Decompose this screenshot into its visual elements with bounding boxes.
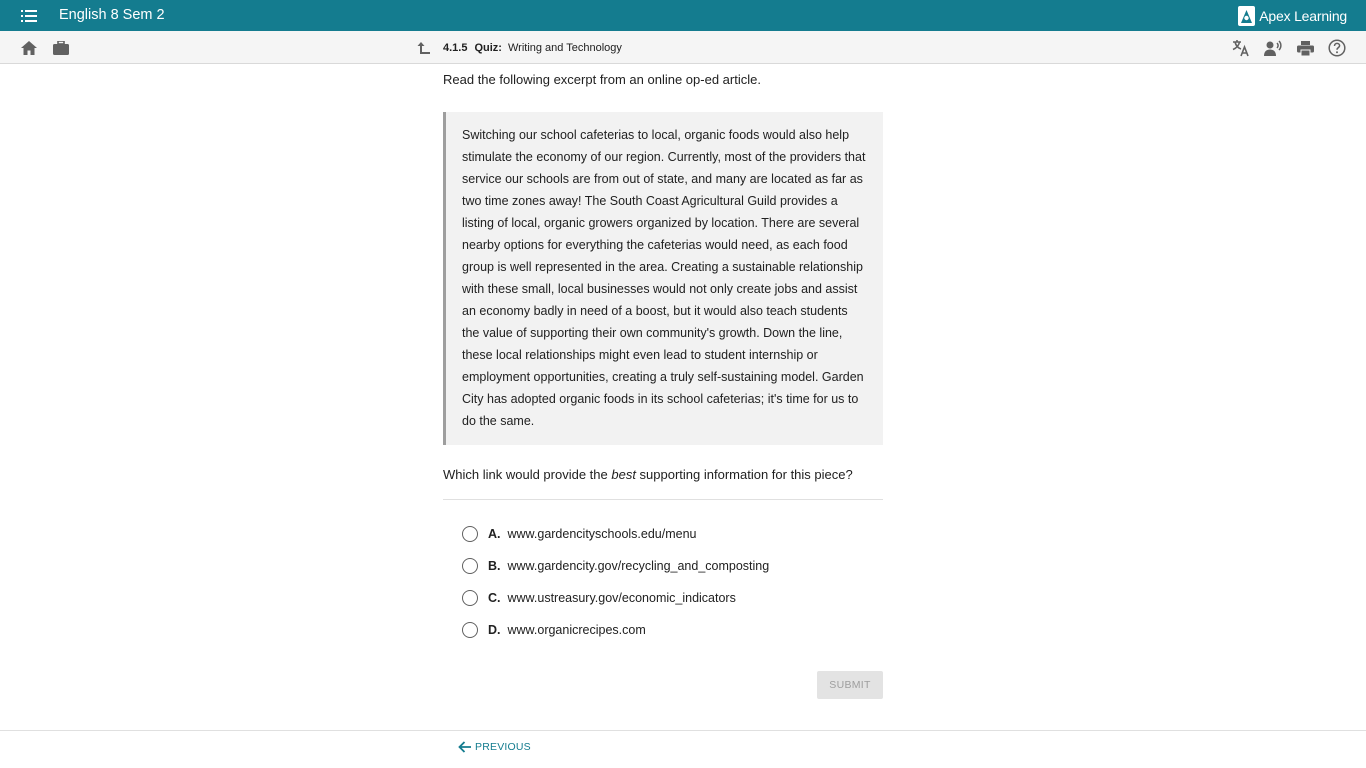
question-intro: Read the following excerpt from an online op-ed article. (443, 72, 761, 87)
translate-button[interactable] (1231, 38, 1251, 58)
option-letter: D. (488, 623, 501, 637)
text-to-speech-icon (1264, 40, 1282, 56)
radio-button[interactable] (462, 526, 478, 542)
help-button[interactable] (1327, 38, 1347, 58)
question-panel (443, 64, 883, 646)
activity-title: Writing and Technology (507, 42, 622, 54)
list-menu-icon (21, 10, 37, 22)
answer-options (443, 518, 883, 646)
divider (443, 499, 883, 500)
briefcase-icon (53, 41, 69, 55)
question-prompt-emphasis: best (611, 467, 636, 482)
translate-icon (1232, 39, 1250, 57)
top-bar (0, 0, 1366, 31)
answer-option-d[interactable] (462, 614, 883, 646)
previous-button[interactable] (458, 741, 531, 753)
answer-option-c[interactable] (462, 582, 883, 614)
option-text: www.organicrecipes.com (507, 623, 646, 637)
option-text: www.gardencityschools.edu/menu (507, 527, 697, 541)
radio-button[interactable] (462, 558, 478, 574)
home-icon (21, 41, 37, 55)
option-text: www.gardencity.gov/recycling_and_composting (507, 559, 770, 573)
brand-logo[interactable] (1238, 6, 1347, 26)
submit-row (443, 671, 883, 699)
footer-nav (0, 730, 1366, 768)
home-button[interactable] (19, 38, 39, 58)
radio-button[interactable] (462, 590, 478, 606)
answer-option-a[interactable] (462, 518, 883, 550)
option-letter: B. (488, 559, 501, 573)
submit-button[interactable]: SUBMIT (817, 671, 883, 699)
question-prompt-start: Which link would provide the (443, 467, 612, 482)
radio-button[interactable] (462, 622, 478, 638)
course-title: English 8 Sem 2 (59, 7, 165, 23)
menu-button[interactable] (18, 6, 40, 26)
breadcrumb (415, 38, 622, 58)
activity-kind: Quiz: (474, 42, 502, 54)
backpack-button[interactable] (51, 38, 71, 58)
read-aloud-button[interactable] (1263, 38, 1283, 58)
print-button[interactable] (1295, 38, 1315, 58)
answer-option-b[interactable] (462, 550, 883, 582)
brand-name: Apex Learning (1259, 8, 1347, 24)
help-icon (1328, 39, 1346, 57)
option-letter: A. (488, 527, 501, 541)
question-prompt-end: supporting information for this piece? (635, 467, 853, 482)
up-level-button[interactable] (415, 39, 433, 57)
article-excerpt: Switching our school cafeterias to local, organic foods would also help stimulate the economy of our region. Currently, most of the providers that service our schools are from out of state, and many are located as far as two time zones away! The South Coast Agricultural Guild provides a listing of local, organic growers organized by location. There are several nearby options for everything the cafeterias would need, as each food group is well represented in the area. Creating a sustainable relationship with these small, local businesses would not only create jobs and assist an economy badly in need of a boost, but it would also teach students the value of supporting their own community's growth. Down the line, these local relationships might even lead to student internship or employment opportunities, creating a truly self-sustaining model. Garden City has adopted organic foods in its school cafeterias; it's time for us to do the same. (443, 112, 883, 445)
apex-logo-icon (1238, 6, 1255, 26)
activity-number: 4.1.5 (443, 42, 468, 54)
previous-label: PREVIOUS (475, 741, 531, 753)
arrow-left-icon (458, 741, 472, 753)
option-letter: C. (488, 591, 501, 605)
print-icon (1297, 41, 1314, 56)
question-prompt (443, 467, 883, 483)
toolbar (0, 31, 1366, 64)
option-text: www.ustreasury.gov/economic_indicators (507, 591, 736, 605)
arrow-up-corner-icon (417, 41, 431, 55)
